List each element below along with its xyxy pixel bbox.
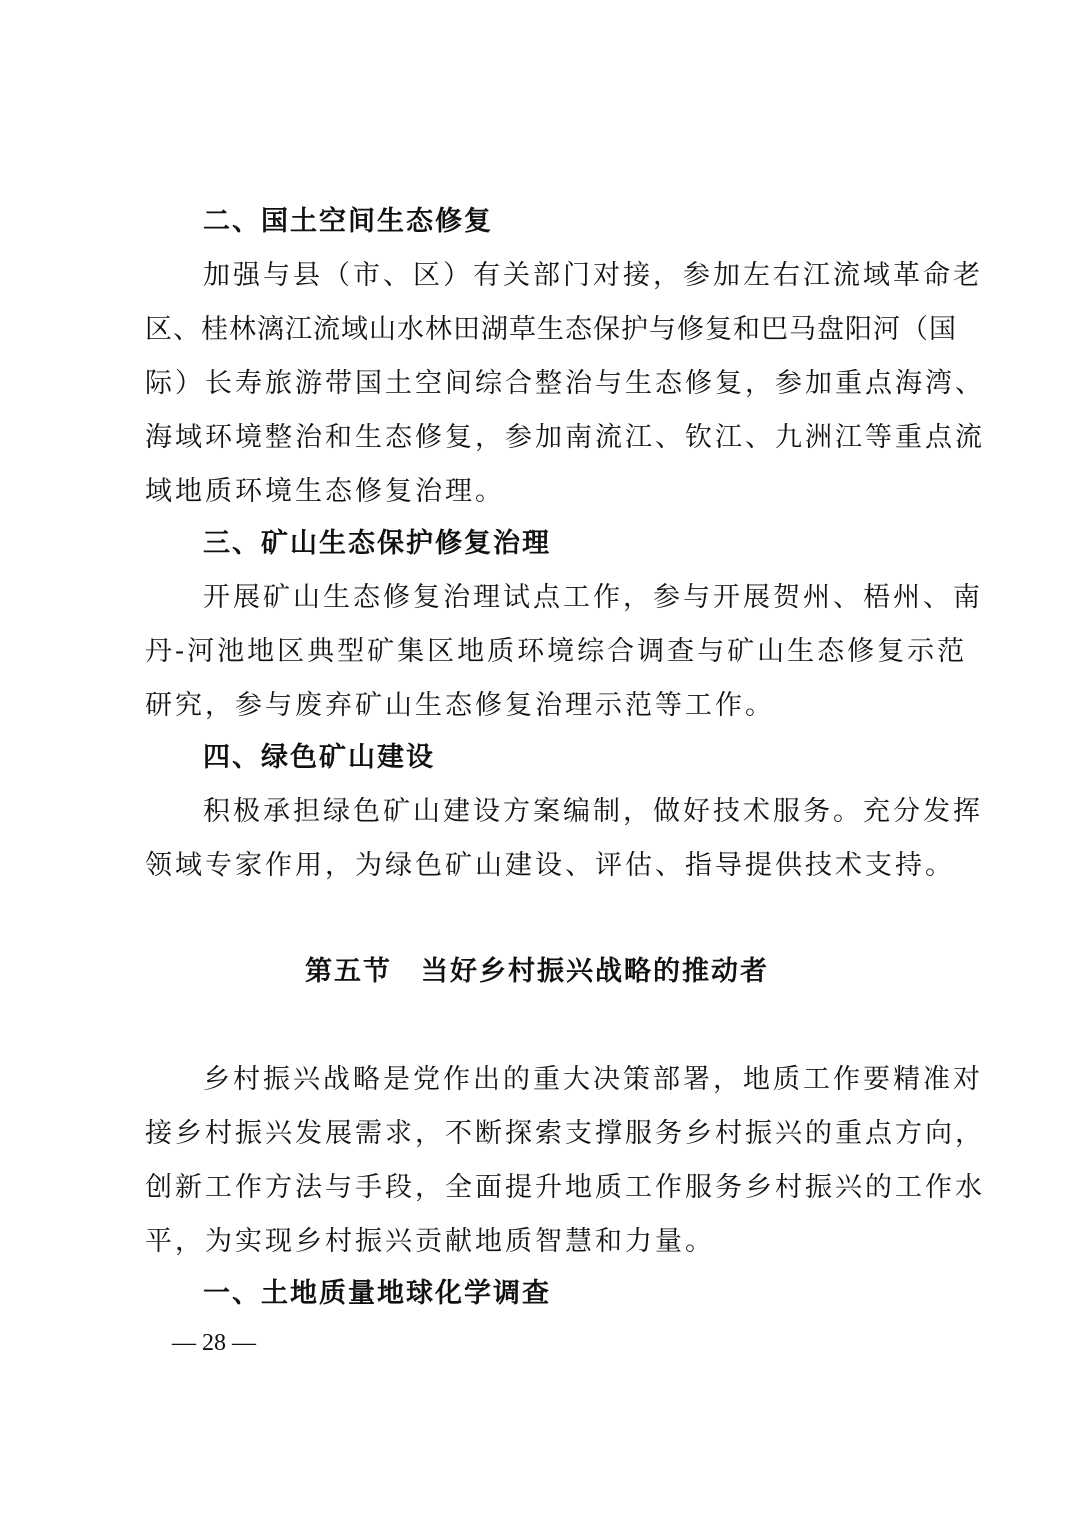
page-number: — 28 —	[172, 1330, 256, 1356]
paragraph-line: 加强与县（市、区）有关部门对接，参加左右江流域革命老	[203, 260, 983, 291]
paragraph-line: 域地质环境生态修复治理。	[145, 476, 505, 507]
paragraph-line: 平，为实现乡村振兴贡献地质智慧和力量。	[145, 1226, 715, 1257]
chapter-title: 第五节 当好乡村振兴战略的推动者	[305, 956, 769, 987]
paragraph-line: 际）长寿旅游带国土空间综合整治与生态修复，参加重点海湾、	[145, 368, 985, 399]
paragraph-line: 海域环境整治和生态修复，参加南流江、钦江、九洲江等重点流	[145, 422, 985, 453]
section-heading-mine-restoration: 三、矿山生态保护修复治理	[203, 528, 551, 559]
paragraph-line: 领域专家作用，为绿色矿山建设、评估、指导提供技术支持。	[145, 850, 955, 881]
section-heading-green-mine: 四、绿色矿山建设	[203, 742, 435, 773]
paragraph-line: 研究，参与废弃矿山生态修复治理示范等工作。	[145, 690, 775, 721]
paragraph-line: 乡村振兴战略是党作出的重大决策部署，地质工作要精准对	[203, 1064, 983, 1095]
section-heading-ecological-restoration: 二、国土空间生态修复	[203, 206, 493, 237]
paragraph-line: 创新工作方法与手段，全面提升地质工作服务乡村振兴的工作水	[145, 1172, 985, 1203]
paragraph-line: 积极承担绿色矿山建设方案编制，做好技术服务。充分发挥	[203, 796, 983, 827]
paragraph-line: 区、桂林漓江流域山水林田湖草生态保护与修复和巴马盘阳河（国	[145, 314, 957, 345]
paragraph-line: 丹-河池地区典型矿集区地质环境综合调查与矿山生态修复示范	[145, 636, 968, 667]
section-heading-soil-survey: 一、土地质量地球化学调查	[203, 1278, 551, 1309]
paragraph-line: 接乡村振兴发展需求，不断探索支撑服务乡村振兴的重点方向，	[145, 1118, 985, 1149]
paragraph-line: 开展矿山生态修复治理试点工作，参与开展贺州、梧州、南	[203, 582, 983, 613]
